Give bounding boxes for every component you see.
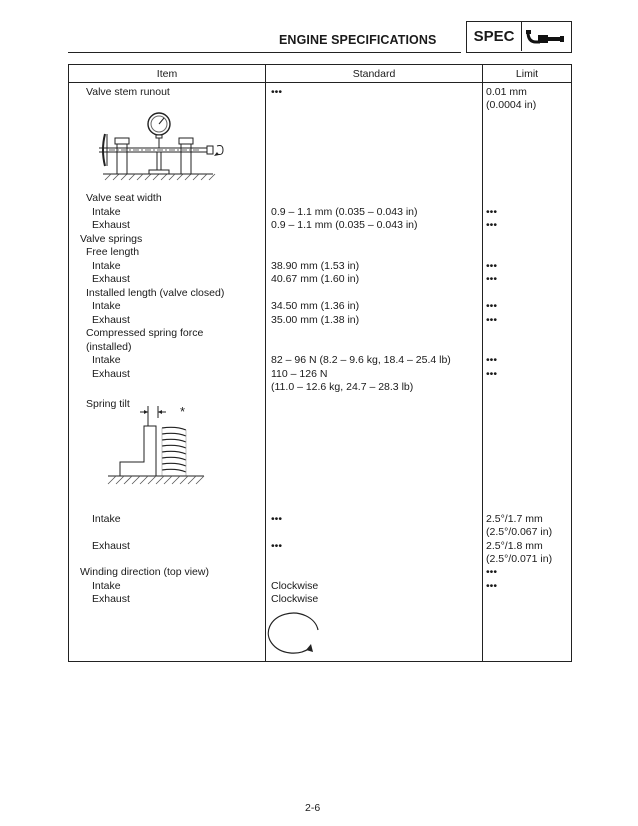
column-header-standard: Standard xyxy=(352,68,396,80)
item-label: Free length xyxy=(86,246,140,258)
item-label: Spring tilt xyxy=(86,398,130,410)
limit-value: ••• xyxy=(486,300,498,312)
column-divider xyxy=(265,65,266,661)
standard-value: Clockwise xyxy=(271,580,319,592)
standard-value: 38.90 mm (1.53 in) xyxy=(271,260,360,272)
clockwise-arrow-icon xyxy=(266,610,326,658)
item-label: Winding direction (top view) xyxy=(80,566,209,578)
standard-value: 34.50 mm (1.36 in) xyxy=(271,300,360,312)
item-label: Exhaust xyxy=(92,368,130,380)
limit-value: 0.01 mm xyxy=(486,86,527,98)
standard-value: ••• xyxy=(271,513,283,525)
item-label: Installed length (valve closed) xyxy=(86,287,225,299)
limit-value: ••• xyxy=(486,566,498,578)
item-label: Exhaust xyxy=(92,273,130,285)
item-label: Exhaust xyxy=(92,593,130,605)
limit-value: (2.5°/0.067 in) xyxy=(486,526,553,538)
spec-badge-label: SPEC xyxy=(467,22,522,51)
header-rule xyxy=(68,52,461,53)
limit-value: ••• xyxy=(486,206,498,218)
item-label: Exhaust xyxy=(92,540,130,552)
header-divider xyxy=(69,82,571,83)
standard-value: ••• xyxy=(271,86,283,98)
limit-value: ••• xyxy=(486,368,498,380)
column-divider xyxy=(482,65,483,661)
item-label: Intake xyxy=(92,300,121,312)
standard-value: 0.9 – 1.1 mm (0.035 – 0.043 in) xyxy=(271,219,418,231)
spec-badge xyxy=(466,21,572,53)
page-title: ENGINE SPECIFICATIONS xyxy=(279,33,437,47)
standard-value: 82 – 96 N (8.2 – 9.6 kg, 18.4 – 25.4 lb) xyxy=(271,354,451,366)
limit-value: ••• xyxy=(486,273,498,285)
item-label: Exhaust xyxy=(92,314,130,326)
standard-value: 0.9 – 1.1 mm (0.035 – 0.043 in) xyxy=(271,206,418,218)
standard-value: (11.0 – 12.6 kg, 24.7 – 28.3 lb) xyxy=(271,381,414,393)
item-label: Intake xyxy=(92,206,121,218)
item-label: (installed) xyxy=(86,341,132,353)
spring-tilt-figure xyxy=(100,404,210,496)
item-label: Intake xyxy=(92,580,121,592)
standard-value: ••• xyxy=(271,540,283,552)
tilt-dimension-label: * xyxy=(180,404,186,419)
page-number: 2-6 xyxy=(305,802,321,814)
limit-value: ••• xyxy=(486,219,498,231)
limit-value: ••• xyxy=(486,260,498,272)
standard-value: 40.67 mm (1.60 in) xyxy=(271,273,360,285)
item-label: Compressed spring force xyxy=(86,327,204,339)
item-label: Intake xyxy=(92,513,121,525)
standard-value: Clockwise xyxy=(271,593,319,605)
limit-value: (0.0004 in) xyxy=(486,99,537,111)
standard-value: 110 – 126 N xyxy=(271,368,328,380)
item-label: Valve stem runout xyxy=(86,86,170,98)
column-header-limit: Limit xyxy=(515,68,539,80)
item-label: Intake xyxy=(92,354,121,366)
limit-value: ••• xyxy=(486,314,498,326)
limit-value: (2.5°/0.071 in) xyxy=(486,553,553,565)
limit-value: ••• xyxy=(486,580,498,592)
item-label: Exhaust xyxy=(92,219,130,231)
limit-value: 2.5°/1.8 mm xyxy=(486,540,543,552)
limit-value: 2.5°/1.7 mm xyxy=(486,513,543,525)
item-label: Intake xyxy=(92,260,121,272)
column-header-item: Item xyxy=(156,68,178,80)
item-label: Valve seat width xyxy=(86,192,162,204)
micrometer-icon xyxy=(524,26,568,48)
standard-value: 35.00 mm (1.38 in) xyxy=(271,314,360,326)
limit-value: ••• xyxy=(486,354,498,366)
item-label: Valve springs xyxy=(80,233,143,245)
runout-measurement-figure xyxy=(95,108,235,184)
